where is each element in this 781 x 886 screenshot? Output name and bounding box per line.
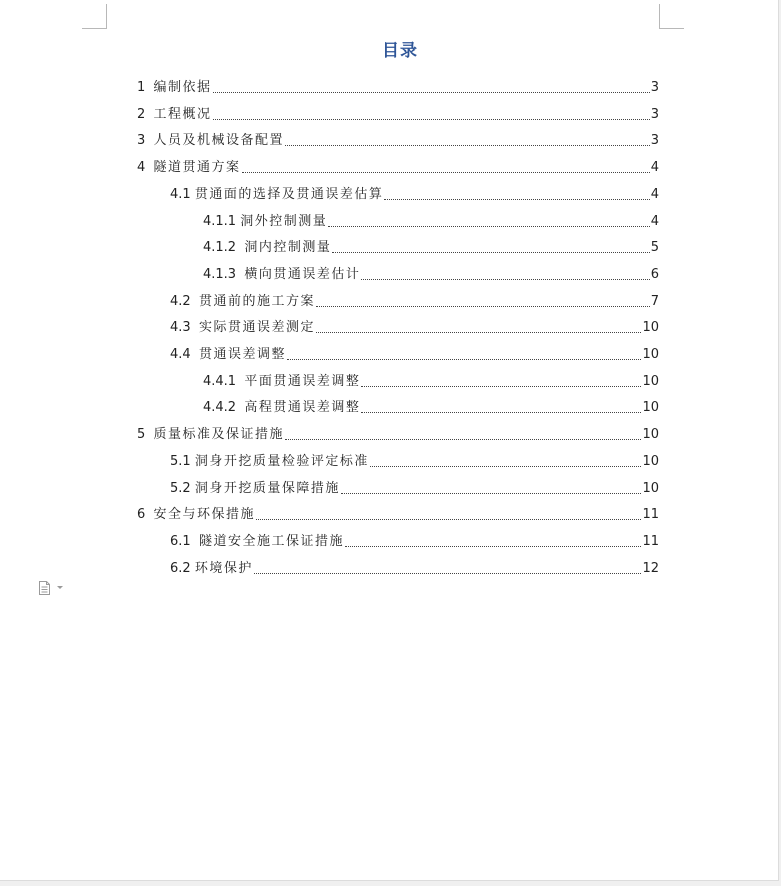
- toc-entry-text: 贯通误差调整: [198, 347, 286, 362]
- toc-dot-leader: [287, 358, 641, 360]
- toc-entry[interactable]: [203, 261, 659, 283]
- toc-entry-page: 12: [642, 560, 659, 576]
- toc-dot-leader: [285, 144, 650, 146]
- toc-dot-leader: [370, 465, 642, 467]
- toc-dot-leader: [341, 492, 642, 494]
- toc-entry-text: 洞身开挖质量检验评定标准: [194, 453, 369, 469]
- toc-entry-page: 10: [642, 453, 659, 469]
- toc-entry-text: 工程概况: [153, 106, 212, 122]
- toc-entry-number: 4.4: [170, 347, 199, 362]
- paste-options-icon[interactable]: [39, 581, 50, 595]
- toc-entry-number: 4.1.2: [203, 240, 245, 256]
- toc-entry-text: 安全与环保措施: [153, 507, 256, 523]
- toc-entry-number: 5.1: [170, 453, 195, 469]
- toc-entry-page: 10: [642, 427, 659, 443]
- toc-entry[interactable]: [170, 528, 659, 550]
- toc-title: 目录: [382, 41, 418, 61]
- toc-entry-page: 10: [642, 320, 659, 336]
- toc-entry[interactable]: [203, 394, 659, 416]
- toc-entry-text: 洞身开挖质量保障措施: [194, 480, 340, 496]
- toc-dot-leader: [213, 118, 650, 120]
- toc-dot-leader: [256, 518, 641, 520]
- toc-dot-leader: [316, 331, 641, 333]
- toc-dot-leader: [316, 305, 650, 307]
- toc-entry[interactable]: [203, 234, 659, 256]
- page-corner-mark-top-right: [659, 4, 684, 29]
- toc-dot-leader: [345, 545, 641, 547]
- toc-entry-number: 2: [137, 106, 154, 122]
- toc-entry-number: 4.4.2: [203, 400, 245, 416]
- toc-dot-leader: [328, 225, 649, 227]
- toc-dot-leader: [361, 385, 641, 387]
- toc-entry-number: 4.1.3: [203, 266, 245, 282]
- toc-entry-page: 10: [642, 480, 659, 496]
- toc-entry-number: 4.1.1: [203, 213, 241, 229]
- toc-entry[interactable]: [137, 101, 659, 123]
- toc-dot-leader: [254, 572, 642, 574]
- toc-dot-leader: [242, 171, 650, 173]
- toc-entry-text: 贯通面的选择及贯通误差估算: [194, 186, 384, 202]
- toc-entry-number: 4.1: [170, 186, 195, 202]
- toc-dot-leader: [332, 251, 649, 253]
- toc-entry-page: 7: [650, 293, 659, 309]
- toc-entry-number: 5: [137, 427, 154, 443]
- toc-entry-number: 4.4.1: [203, 373, 245, 389]
- toc-entry-number: 4.3: [170, 320, 199, 336]
- toc-entry-page: 10: [642, 373, 659, 389]
- toc-entry-number: 4: [137, 160, 154, 176]
- toc-entry[interactable]: [170, 181, 659, 203]
- toc-entry[interactable]: [137, 501, 659, 523]
- toc-entry-text: 隧道贯通方案: [153, 160, 241, 176]
- toc-entry[interactable]: [170, 314, 659, 336]
- toc-entry-text: 高程贯通误差调整: [244, 400, 361, 416]
- toc-entry-page: 5: [650, 240, 659, 256]
- toc-entry[interactable]: [137, 74, 659, 96]
- toc-entry-number: 5.2: [170, 480, 195, 496]
- toc-entry-text: 人员及机械设备配置: [153, 133, 285, 149]
- toc-entry-page: 4: [650, 186, 659, 202]
- toc-entry-text: 洞外控制测量: [240, 213, 328, 229]
- toc-entry-text: 环境保护: [194, 560, 253, 576]
- toc-entry-text: 贯通前的施工方案: [198, 293, 315, 309]
- toc-entry-number: 6: [137, 507, 154, 523]
- toc-entry[interactable]: [137, 154, 659, 176]
- toc-entry-page: 10: [642, 400, 659, 416]
- page-corner-mark-top-left: [82, 4, 107, 29]
- toc-entry-text: 实际贯通误差测定: [198, 320, 315, 336]
- toc-entry[interactable]: [137, 421, 659, 443]
- toc-entry[interactable]: [170, 448, 659, 470]
- toc-entry[interactable]: [170, 475, 659, 497]
- toc-entry-number: 1: [137, 80, 154, 95]
- toc-entry-page: 3: [650, 106, 659, 122]
- toc-dot-leader: [384, 198, 649, 200]
- toc-entry-number: 3: [137, 133, 154, 149]
- toc-entry[interactable]: [203, 208, 659, 230]
- toc-dot-leader: [213, 91, 650, 93]
- toc-entry-text: 洞内控制测量: [244, 240, 332, 256]
- toc-entry-page: 11: [642, 533, 659, 549]
- toc-entry-text: 编制依据: [153, 80, 212, 95]
- toc-entry-page: 6: [650, 266, 659, 282]
- toc-entry-page: 3: [650, 80, 659, 95]
- toc-entry[interactable]: [170, 341, 659, 363]
- chevron-down-icon[interactable]: [57, 586, 63, 589]
- toc-entry-text: 质量标准及保证措施: [153, 427, 285, 443]
- toc-entry-page: 10: [642, 347, 659, 362]
- toc-dot-leader: [285, 438, 641, 440]
- toc-dot-leader: [361, 278, 649, 280]
- toc-entry-number: 4.2: [170, 293, 199, 309]
- toc-entry[interactable]: [203, 368, 659, 390]
- toc-entry[interactable]: [170, 288, 659, 310]
- toc-entry-text: 隧道安全施工保证措施: [198, 533, 344, 549]
- toc-entry[interactable]: [137, 127, 659, 149]
- toc-entry-text: 平面贯通误差调整: [244, 373, 361, 389]
- toc-entry[interactable]: [170, 555, 659, 577]
- toc-entry-page: 3: [650, 133, 659, 149]
- toc-entry-page: 4: [650, 213, 659, 229]
- toc-entry-page: 11: [642, 507, 659, 523]
- toc-entry-number: 6.1: [170, 533, 199, 549]
- toc-dot-leader: [361, 411, 641, 413]
- toc-entry-text: 横向贯通误差估计: [244, 266, 361, 282]
- toc-entry-page: 4: [650, 160, 659, 176]
- toc-entry-number: 6.2: [170, 560, 195, 576]
